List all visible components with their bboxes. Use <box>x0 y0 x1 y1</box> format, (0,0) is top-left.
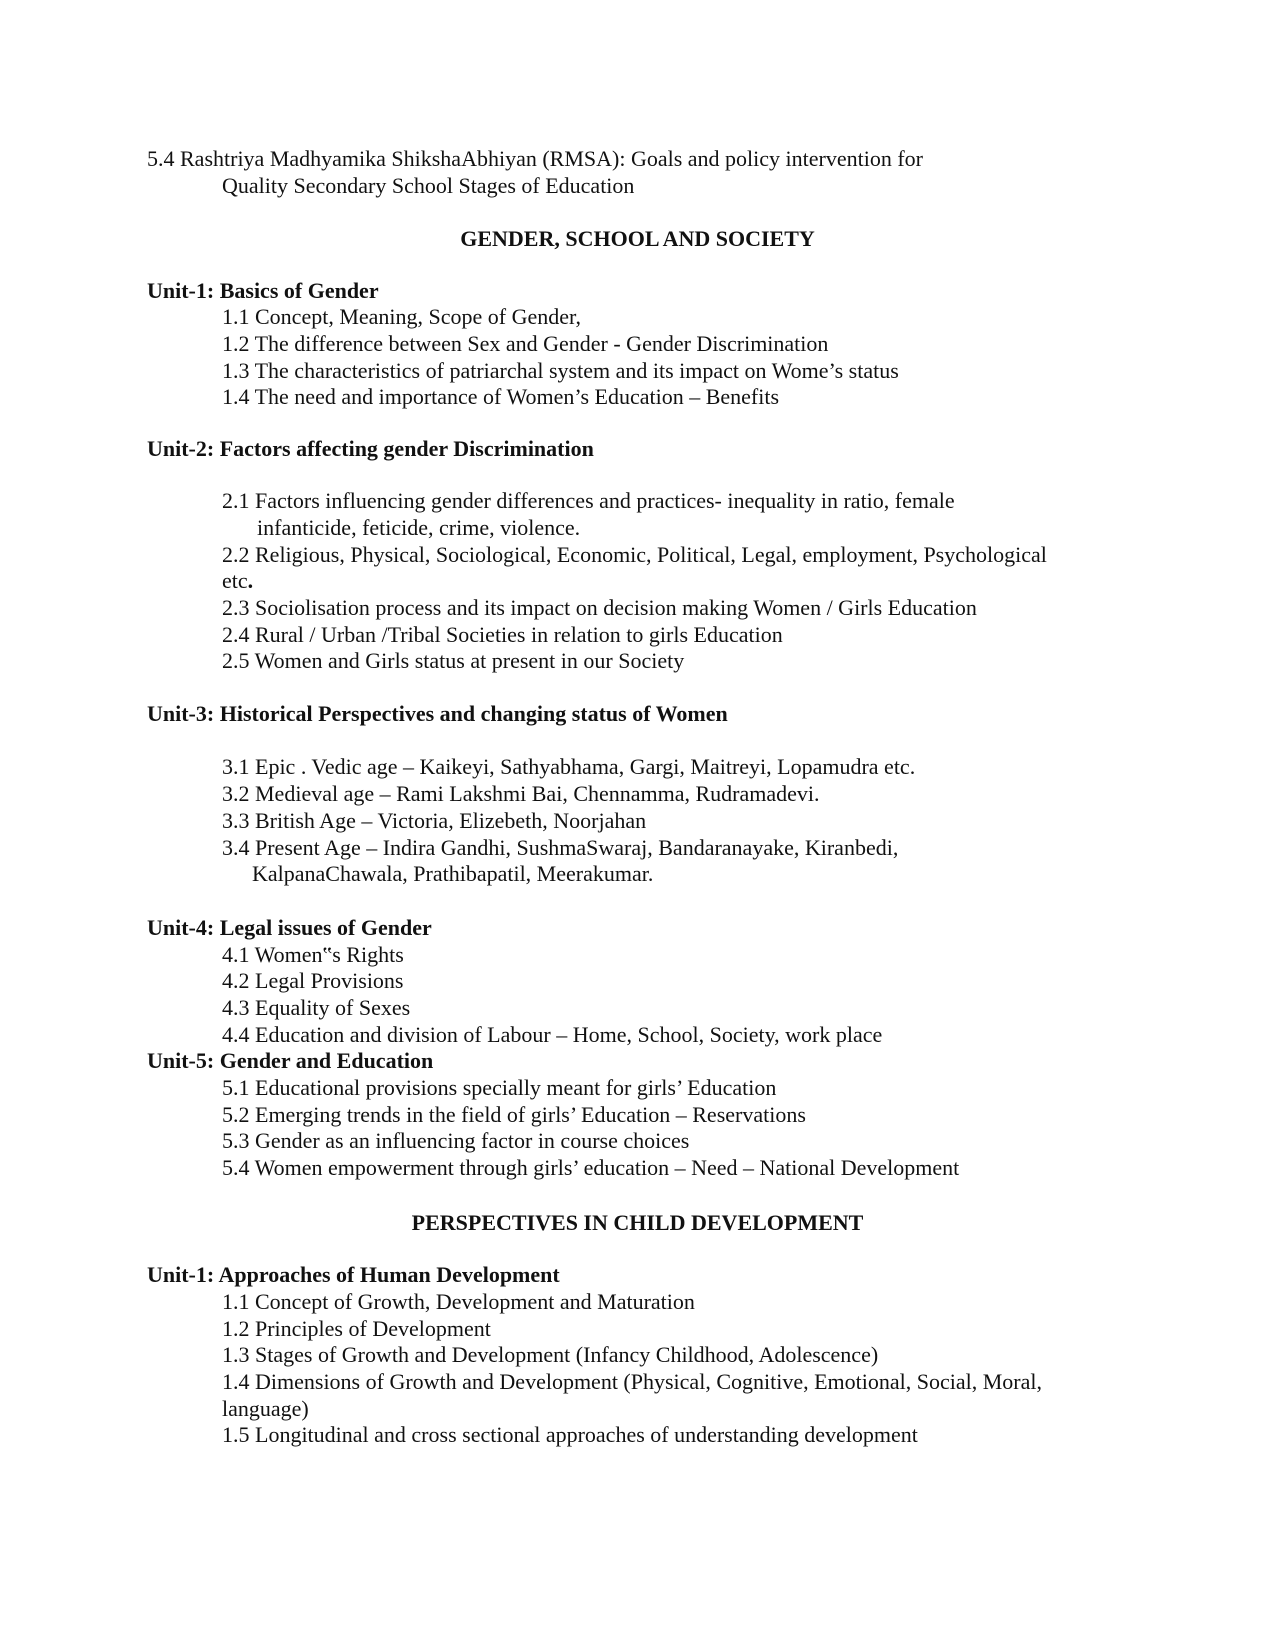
list-item: 1.5 Longitudinal and cross sectional approaches of understanding development <box>222 1422 918 1447</box>
list-item: 2.2 Religious, Physical, Sociological, Economic, Political, Legal, employment, Psychological <box>222 542 1047 567</box>
list-item: 1.1 Concept, Meaning, Scope of Gender, <box>222 304 581 329</box>
unit-heading: Unit-4: Legal issues of Gender <box>147 915 432 940</box>
unit-heading: Unit-1: Approaches of Human Development <box>147 1262 560 1287</box>
list-item-continuation: language) <box>222 1396 309 1421</box>
list-item-continuation: KalpanaChawala, Prathibapatil, Meerakumar. <box>252 861 654 886</box>
list-item: 2.1 Factors influencing gender differences and practices- inequality in ratio, female <box>222 488 955 513</box>
list-item: 1.2 The difference between Sex and Gender - Gender Discrimination <box>222 331 829 356</box>
etc-period: . <box>247 568 254 593</box>
list-item: 1.2 Principles of Development <box>222 1316 491 1341</box>
list-item: 5.3 Gender as an influencing factor in course choices <box>222 1128 690 1153</box>
list-item: 1.1 Concept of Growth, Development and Maturation <box>222 1289 695 1314</box>
list-item: 4.4 Education and division of Labour – Home, School, Society, work place <box>222 1022 883 1047</box>
list-item: 1.3 The characteristics of patriarchal system and its impact on Wome’s status <box>222 358 899 383</box>
list-item: 4.2 Legal Provisions <box>222 968 404 993</box>
list-item: 2.5 Women and Girls status at present in our Society <box>222 648 685 673</box>
list-item: 3.1 Epic . Vedic age – Kaikeyi, Sathyabhama, Gargi, Maitreyi, Lopamudra etc. <box>222 754 916 779</box>
list-item: 5.2 Emerging trends in the field of girls’ Education – Reservations <box>222 1102 806 1127</box>
unit-heading: Unit-5: Gender and Education <box>147 1048 434 1073</box>
list-item: 1.3 Stages of Growth and Development (Infancy Childhood, Adolescence) <box>222 1342 879 1367</box>
section-title-child-development: PERSPECTIVES IN CHILD DEVELOPMENT <box>411 1210 864 1235</box>
unit-heading: Unit-1: Basics of Gender <box>147 278 379 303</box>
list-item: 3.2 Medieval age – Rami Lakshmi Bai, Chennamma, Rudramadevi. <box>222 781 820 806</box>
list-item: 4.3 Equality of Sexes <box>222 995 411 1020</box>
unit-heading: Unit-3: Historical Perspectives and changing status of Women <box>147 701 728 726</box>
list-item: 5.1 Educational provisions specially meant for girls’ Education <box>222 1075 777 1100</box>
unit-heading: Unit-2: Factors affecting gender Discrimination <box>147 436 594 461</box>
section-title-gender: GENDER, SCHOOL AND SOCIETY <box>460 226 815 251</box>
etc-text: etc <box>222 568 248 593</box>
list-item: 3.4 Present Age – Indira Gandhi, SushmaSwaraj, Bandaranayake, Kiranbedi, <box>222 835 899 860</box>
list-item: 5.4 Women empowerment through girls’ education – Need – National Development <box>222 1155 960 1180</box>
intro-line-1: 5.4 Rashtriya Madhyamika ShikshaAbhiyan (RMSA): Goals and policy intervention for <box>147 146 923 171</box>
list-item: 1.4 Dimensions of Growth and Development (Physical, Cognitive, Emotional, Social, Moral, <box>222 1369 1042 1394</box>
list-item-continuation: infanticide, feticide, crime, violence. <box>257 515 581 540</box>
list-item: 2.3 Sociolisation process and its impact on decision making Women / Girls Education <box>222 595 977 620</box>
list-item: 3.3 British Age – Victoria, Elizebeth, Noorjahan <box>222 808 647 833</box>
list-item: 1.4 The need and importance of Women’s Education – Benefits <box>222 384 780 409</box>
list-item-continuation <box>222 568 253 594</box>
intro-line-2: Quality Secondary School Stages of Education <box>222 173 635 198</box>
list-item: 4.1 Women‟s Rights <box>222 942 404 967</box>
list-item: 2.4 Rural / Urban /Tribal Societies in relation to girls Education <box>222 622 783 647</box>
